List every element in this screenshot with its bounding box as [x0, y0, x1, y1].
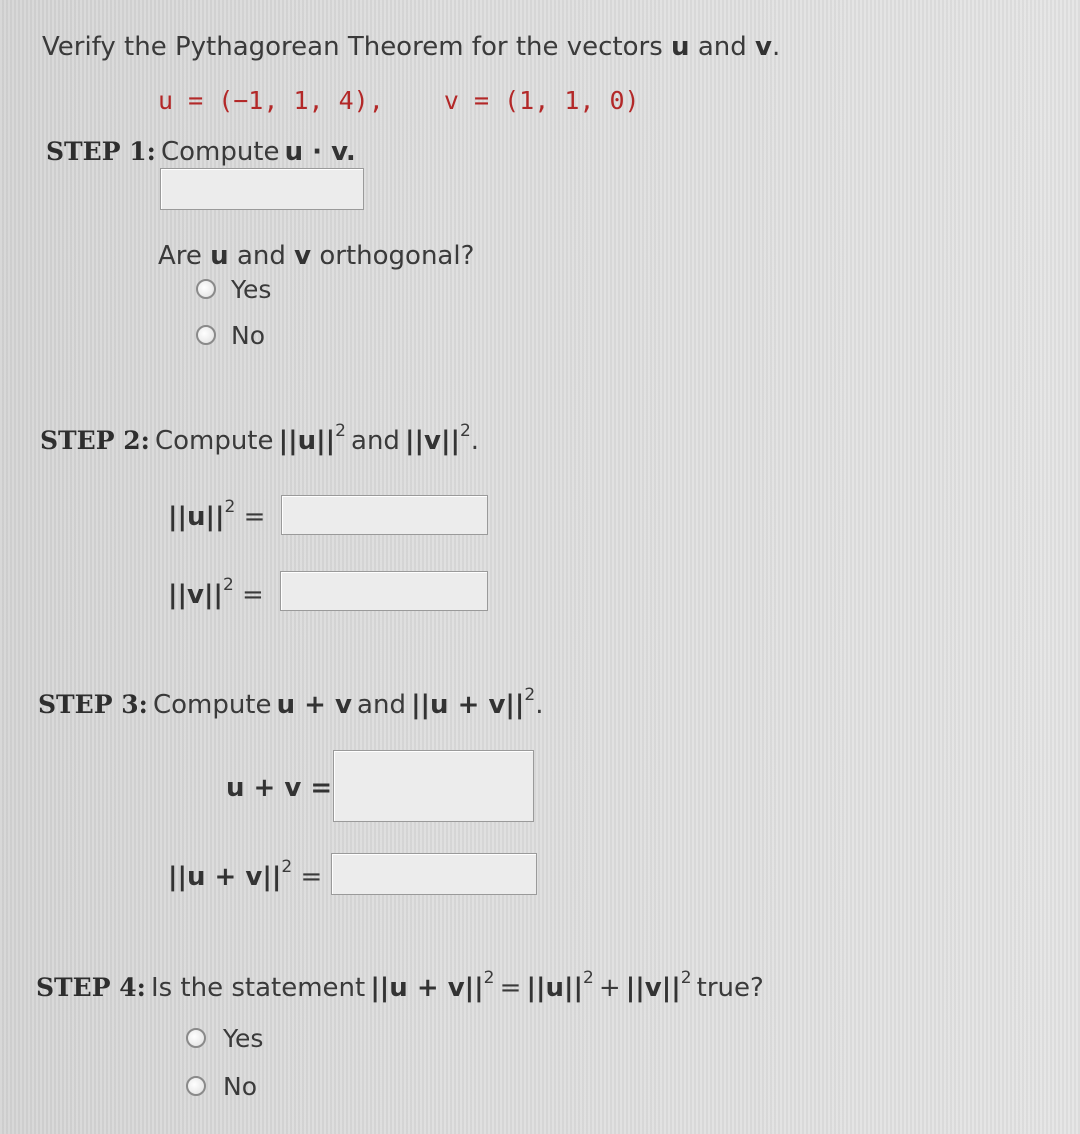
statement-no-radio[interactable]: [186, 1076, 206, 1096]
step4-norm-sum: ||u + v||: [370, 973, 484, 1003]
question-v: v: [294, 241, 312, 271]
statement-yes-label: Yes: [223, 1024, 264, 1053]
norm-u-squared-input[interactable]: [281, 495, 488, 535]
norm-v-squared-label: [168, 575, 264, 610]
step2-norm-v: ||v||: [405, 426, 460, 456]
step1-label: STEP 1:: [46, 137, 156, 166]
step4-text: Is the statement: [150, 973, 366, 1003]
vector-definitions: [158, 86, 640, 115]
step1-dot-product-input[interactable]: [160, 168, 364, 210]
step3-norm-sum: ||u + v||: [411, 690, 525, 720]
exp: 2: [483, 968, 495, 988]
period: .: [771, 32, 781, 62]
prompt-text: Verify the Pythagorean Theorem for the vectors: [42, 32, 663, 62]
question-suffix: orthogonal?: [319, 241, 475, 271]
step2-heading: [40, 421, 479, 456]
problem-statement: [42, 32, 780, 62]
step2-label: STEP 2:: [40, 426, 150, 455]
orthogonal-yes-label: Yes: [231, 275, 272, 304]
norm-v-squared-input[interactable]: [280, 571, 488, 611]
step4-norm-u: ||u||: [526, 973, 583, 1003]
plus: +: [598, 973, 621, 1003]
step3-heading: [38, 685, 544, 720]
step1-heading: [46, 137, 356, 167]
orthogonal-no-radio[interactable]: [196, 325, 216, 345]
eq-sign: =: [243, 502, 266, 532]
orthogonal-no-label: No: [231, 321, 265, 350]
eq-sign: =: [300, 862, 323, 892]
statement-no-label: No: [223, 1072, 257, 1101]
step3-sum: u + v: [276, 690, 352, 720]
eq-sign: =: [499, 973, 522, 1003]
step1-text: Compute: [160, 137, 280, 167]
exp: 2: [680, 968, 692, 988]
step3-and: and: [357, 690, 406, 720]
exp: 2: [524, 685, 536, 705]
u-definition: u = (−1, 1, 4),: [158, 86, 384, 115]
vector-v-symbol: v: [755, 32, 772, 62]
norm-sum-squared-label: [168, 857, 322, 892]
step1-expr: u · v.: [284, 137, 356, 167]
eq-sign: =: [242, 580, 264, 610]
period: .: [470, 426, 480, 456]
and-word: and: [697, 32, 747, 62]
exp: 2: [582, 968, 594, 988]
sum-label: [226, 773, 332, 803]
step4-heading: [36, 968, 764, 1003]
step2-text: Compute: [154, 426, 274, 456]
norm-u-squared-label: [168, 497, 265, 532]
question-prefix: Are: [158, 241, 202, 271]
orthogonal-yes-radio[interactable]: [196, 279, 216, 299]
v-definition: v = (1, 1, 0): [443, 86, 640, 115]
step2-and: and: [351, 426, 400, 456]
exp: 2: [222, 575, 234, 595]
period: .: [535, 690, 544, 720]
exp: 2: [224, 497, 236, 517]
norm-sum-squared-input[interactable]: [331, 853, 537, 895]
sum-vector-input[interactable]: [333, 750, 534, 822]
step2-norm-u: ||u||: [278, 426, 336, 456]
norm-u: ||u||: [168, 502, 225, 532]
statement-yes-radio[interactable]: [186, 1028, 206, 1048]
question-and: and: [236, 241, 286, 271]
exp: 2: [459, 421, 471, 441]
vector-u-symbol: u: [671, 32, 690, 62]
norm-sum: ||u + v||: [168, 862, 282, 892]
sum-eq: u + v =: [226, 773, 333, 803]
step4-suffix: true?: [696, 973, 764, 1003]
question-u: u: [210, 241, 229, 271]
step3-text: Compute: [152, 690, 272, 720]
step4-label: STEP 4:: [36, 973, 146, 1002]
norm-v: ||v||: [168, 580, 223, 610]
exp: 2: [281, 857, 293, 877]
orthogonal-question: [158, 241, 474, 271]
exp: 2: [335, 421, 346, 441]
step3-label: STEP 3:: [38, 690, 148, 719]
step4-norm-v: ||v||: [625, 973, 681, 1003]
